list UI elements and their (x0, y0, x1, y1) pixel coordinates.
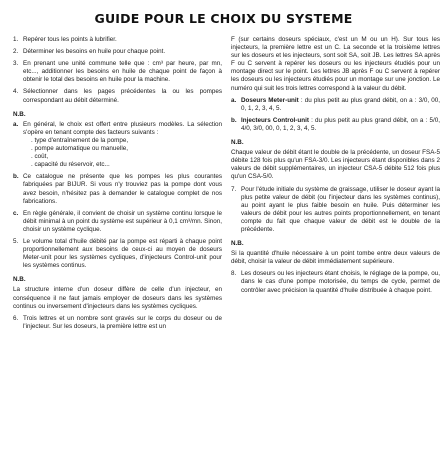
note-a (13, 121, 222, 170)
note-text: Ce catalogue ne présente que les pompes les plus courantes fabriquées par BIJUR. Si vous n'y trouviez pas la pompe dont vous avez besoin, n'hésitez pas à demander le catalogue complet de nos fabrications. (23, 173, 222, 205)
note-label: b. (13, 173, 19, 181)
step-number: 8. (231, 270, 237, 278)
nb-heading: N.B. (13, 276, 26, 284)
nb-heading: N.B. (13, 110, 26, 118)
note-a (231, 97, 440, 113)
factor-list (23, 137, 222, 169)
left-column (13, 36, 222, 335)
nb-text: Si la quantité d'huile nécessaire à un point tombe entre deux valeurs de débit, choisir la valeur de débit immédiatement supérieure. (231, 250, 440, 266)
step-8 (231, 270, 440, 294)
step-text: Sélectionner dans les pages précédentes la ou les pompes correspondant au débit déterminé. (23, 88, 222, 104)
step-4 (13, 88, 222, 104)
nb-text: La structure interne d'un doseur diffère de celle d'un injecteur, en conséquence il ne faut jamais employer de doseurs dans les systèmes continus ou inversement d'injecteurs dans les systèmes cycliques. (13, 286, 222, 310)
nb-text: Chaque valeur de débit étant le double de la précédente, un doseur FSA-5 débite 128 fois plus qu'un FSA-3/0. Les injecteurs étant disponibles dans 2 valeurs de débit supplémentaires, un injecteur CSA-5 débite 512 fois plus qu'un CSA-5/0. (231, 149, 440, 181)
step-text: Trois lettres et un nombre sont gravés sur le corps du doseur ou de l'injecteur. Sur les doseurs, la première lettre est un (23, 314, 222, 330)
step-number: 2. (13, 48, 19, 56)
factor-item: . capacité du réservoir, etc... (31, 161, 110, 169)
step-number: 5. (13, 237, 19, 245)
note-b (231, 117, 440, 133)
step-5 (13, 238, 222, 270)
note-text: : du plus petit au plus grand débit, on a : 5/0, 4/0, 3/0, 00, 0, 1, 2, 3, 4, 5. (241, 116, 440, 132)
step-text: Repérer tous les points à lubrifier. (23, 36, 117, 43)
nb-heading: N.B. (231, 139, 244, 147)
step-number: 1. (13, 36, 19, 43)
right-column (231, 36, 440, 299)
step-text: Les doseurs ou les injecteurs étant choisis, le réglage de la pompe, ou, dans le cas d'une pompe motorisée, du temps de cycle, permet de contrôler avec précision la quantité d'huile distribuée à chaque point. (241, 270, 440, 294)
note-label: a. (13, 120, 19, 128)
page-title: GUIDE POUR LE CHOIX DU SYSTEME (94, 11, 353, 26)
note-label: b. (231, 116, 237, 124)
note-label: c. (13, 209, 19, 217)
note-text: : du plus petit au plus grand débit, on a : 3/0, 00, 0, 1, 2, 3, 4, 5. (241, 96, 441, 112)
step-number: 7. (231, 185, 237, 193)
step-2 (13, 48, 222, 56)
step-3 (13, 60, 222, 84)
note-text: En général, le choix est offert entre plusieurs modèles. La sélection s'opère en tenant compte des facteurs suivants : (23, 120, 222, 136)
step-text: Pour l'étude initiale du système de graissage, utiliser le doseur ayant la plus petite valeur de débit (ou l'injecteur dans les systèmes continus), au point ayant le plus faible besoin en huile. Puis déterminer les valeurs de débit pour les autres points proportionnellement, en tenant compte du fait que chaque valeur de débit est le double de la précédente. (241, 185, 440, 233)
nb-heading: N.B. (231, 240, 244, 248)
factor-item: . type d'entraînement de la pompe, (31, 136, 129, 144)
step-number: 6. (13, 314, 19, 322)
factor-item: . coût, (31, 153, 49, 161)
step-text: Le volume total d'huile débité par la pompe est réparti à chaque point proportionnellement aux besoins de ceux-ci au moyen de doseurs Meter-unit pour les systèmes cycliques, d'injecteurs Control-unit pour les systèmes continus. (23, 237, 222, 270)
note-b (13, 173, 222, 205)
step-7 (231, 186, 440, 235)
note-label: a. (231, 96, 237, 104)
step-number: 4. (13, 88, 19, 96)
note-text: En règle générale, il convient de choisir un système continu lorsque le débit minimal à un point du système est supérieur à 0,1 cm³/mn. Sinon, choisir un système cyclique. (23, 209, 222, 233)
note-c (13, 210, 222, 234)
step-number: 3. (13, 60, 19, 68)
step-1 (13, 36, 222, 44)
step-text: Déterminer les besoins en huile pour chaque point. (23, 48, 166, 56)
step-6 (13, 315, 222, 331)
step-text: En prenant une unité commune telle que : cm³ par heure, par mn, etc..., additionner les besoins en huile de chaque point de façon à obtenir le total des besoins en huile pour la machine. (23, 60, 222, 84)
note-heading: Doseurs Meter-unit (241, 96, 299, 104)
note-heading: Injecteurs Control-unit (241, 116, 309, 124)
continuation-text: F (sur certains doseurs spéciaux, c'est un M ou un H). Sur tous les injecteurs, la première lettre est un C. La seconde et la troisième lettres sur les doseurs et les injecteurs, sont soit SA, soit JB. Les lettres SA après F ou C servent à repérer les doseurs ou les injecteurs étudiés pour un montage direct sur le point. Les lettres JB après F ou C servent à repérer les doseurs ou les injecteurs étudiés pour un montage sur une jonction. Le numéro qui suit les trois lettres correspond à la valeur du débit. (231, 36, 440, 92)
factor-item: . pompe automatique ou manuelle, (31, 145, 128, 153)
